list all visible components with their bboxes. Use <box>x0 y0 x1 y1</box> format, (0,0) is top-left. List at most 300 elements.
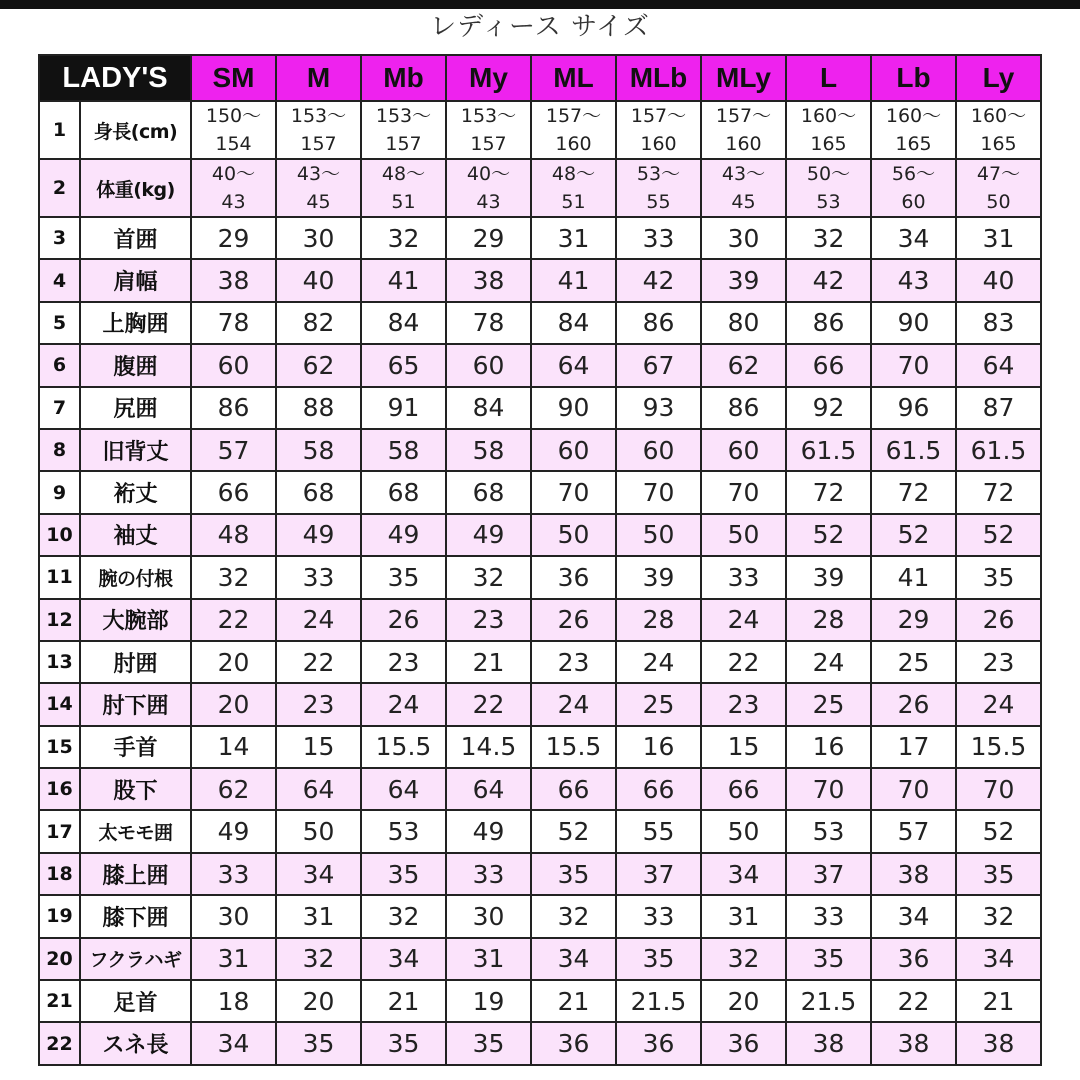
size-value-cell: 16 <box>786 726 871 768</box>
size-value-cell: 32 <box>446 556 531 598</box>
size-value-cell: 25 <box>871 641 956 683</box>
row-label: 手首 <box>80 726 191 768</box>
row-label: 首囲 <box>80 217 191 259</box>
size-value-cell: 43 <box>871 259 956 301</box>
size-value-cell: 49 <box>191 810 276 852</box>
size-header: SM <box>191 55 276 101</box>
size-value-cell: 25 <box>786 683 871 725</box>
size-value-cell: 21 <box>531 980 616 1022</box>
size-value-cell: 61.5 <box>786 429 871 471</box>
size-value-cell: 66 <box>531 768 616 810</box>
size-value-cell: 72 <box>871 471 956 513</box>
size-value-cell: 49 <box>276 514 361 556</box>
size-value-cell: 66 <box>191 471 276 513</box>
row-number: 12 <box>39 599 80 641</box>
size-value-cell: 23 <box>956 641 1041 683</box>
table-row <box>39 726 1041 768</box>
size-value-cell: 70 <box>956 768 1041 810</box>
table-body <box>39 101 1041 1065</box>
size-value-cell: 22 <box>446 683 531 725</box>
table-row <box>39 980 1041 1022</box>
table-row <box>39 683 1041 725</box>
size-value-cell: 16 <box>616 726 701 768</box>
size-value-cell: 48〜 51 <box>361 159 446 217</box>
size-value-cell: 23 <box>446 599 531 641</box>
size-value-cell: 35 <box>361 853 446 895</box>
size-value-cell: 40 <box>276 259 361 301</box>
size-value-cell: 36 <box>531 556 616 598</box>
size-value-cell: 53〜 55 <box>616 159 701 217</box>
size-value-cell: 36 <box>531 1022 616 1064</box>
size-value-cell: 35 <box>956 853 1041 895</box>
size-value-cell: 35 <box>446 1022 531 1064</box>
size-value-cell: 19 <box>446 980 531 1022</box>
table-row <box>39 599 1041 641</box>
size-value-cell: 32 <box>361 217 446 259</box>
size-value-cell: 66 <box>701 768 786 810</box>
size-value-cell: 34 <box>701 853 786 895</box>
size-value-cell: 22 <box>871 980 956 1022</box>
size-value-cell: 36 <box>871 938 956 980</box>
size-value-cell: 35 <box>276 1022 361 1064</box>
size-value-cell: 21 <box>361 980 446 1022</box>
size-value-cell: 62 <box>191 768 276 810</box>
size-value-cell: 50 <box>616 514 701 556</box>
row-number: 3 <box>39 217 80 259</box>
size-value-cell: 41 <box>871 556 956 598</box>
size-value-cell: 58 <box>446 429 531 471</box>
table-row <box>39 1022 1041 1064</box>
row-label: 膝下囲 <box>80 895 191 937</box>
row-number: 1 <box>39 101 80 159</box>
size-header: ML <box>531 55 616 101</box>
size-value-cell: 31 <box>191 938 276 980</box>
row-number: 17 <box>39 810 80 852</box>
size-value-cell: 60 <box>191 344 276 386</box>
row-label: 旧背丈 <box>80 429 191 471</box>
size-value-cell: 38 <box>871 1022 956 1064</box>
size-value-cell: 52 <box>531 810 616 852</box>
size-value-cell: 150〜 154 <box>191 101 276 159</box>
size-value-cell: 93 <box>616 387 701 429</box>
size-value-cell: 64 <box>956 344 1041 386</box>
table-row <box>39 344 1041 386</box>
table-row <box>39 556 1041 598</box>
row-number: 6 <box>39 344 80 386</box>
size-value-cell: 14 <box>191 726 276 768</box>
table-row <box>39 259 1041 301</box>
row-label: 足首 <box>80 980 191 1022</box>
size-value-cell: 58 <box>276 429 361 471</box>
size-value-cell: 21 <box>446 641 531 683</box>
size-value-cell: 90 <box>531 387 616 429</box>
size-value-cell: 21 <box>956 980 1041 1022</box>
size-table-wrapper <box>38 54 1042 1066</box>
row-number: 21 <box>39 980 80 1022</box>
size-value-cell: 23 <box>531 641 616 683</box>
size-value-cell: 18 <box>191 980 276 1022</box>
row-number: 22 <box>39 1022 80 1064</box>
size-value-cell: 52 <box>871 514 956 556</box>
size-value-cell: 17 <box>871 726 956 768</box>
row-label: 腕の付根 <box>80 556 191 598</box>
size-header: My <box>446 55 531 101</box>
row-label: 膝上囲 <box>80 853 191 895</box>
size-value-cell: 24 <box>956 683 1041 725</box>
size-value-cell: 24 <box>276 599 361 641</box>
table-row <box>39 768 1041 810</box>
size-value-cell: 23 <box>701 683 786 725</box>
size-value-cell: 82 <box>276 302 361 344</box>
size-value-cell: 30 <box>446 895 531 937</box>
size-value-cell: 61.5 <box>956 429 1041 471</box>
size-value-cell: 72 <box>956 471 1041 513</box>
size-value-cell: 31 <box>701 895 786 937</box>
size-header: Lb <box>871 55 956 101</box>
size-value-cell: 39 <box>786 556 871 598</box>
row-number: 13 <box>39 641 80 683</box>
size-value-cell: 157〜 160 <box>531 101 616 159</box>
size-value-cell: 58 <box>361 429 446 471</box>
size-value-cell: 96 <box>871 387 956 429</box>
size-value-cell: 34 <box>531 938 616 980</box>
size-value-cell: 24 <box>531 683 616 725</box>
size-value-cell: 65 <box>361 344 446 386</box>
size-value-cell: 153〜 157 <box>446 101 531 159</box>
size-value-cell: 41 <box>361 259 446 301</box>
size-value-cell: 30 <box>276 217 361 259</box>
size-value-cell: 24 <box>616 641 701 683</box>
size-value-cell: 24 <box>361 683 446 725</box>
size-value-cell: 70 <box>531 471 616 513</box>
table-row <box>39 429 1041 471</box>
size-value-cell: 14.5 <box>446 726 531 768</box>
table-row <box>39 101 1041 159</box>
size-value-cell: 78 <box>191 302 276 344</box>
size-value-cell: 64 <box>276 768 361 810</box>
size-value-cell: 57 <box>871 810 956 852</box>
size-value-cell: 40〜 43 <box>191 159 276 217</box>
row-number: 18 <box>39 853 80 895</box>
size-value-cell: 37 <box>616 853 701 895</box>
size-value-cell: 66 <box>616 768 701 810</box>
size-value-cell: 70 <box>616 471 701 513</box>
size-value-cell: 50 <box>701 514 786 556</box>
size-header: Mb <box>361 55 446 101</box>
size-value-cell: 50 <box>531 514 616 556</box>
size-value-cell: 60 <box>531 429 616 471</box>
size-value-cell: 31 <box>446 938 531 980</box>
row-number: 4 <box>39 259 80 301</box>
size-value-cell: 20 <box>701 980 786 1022</box>
size-value-cell: 49 <box>446 810 531 852</box>
row-number: 10 <box>39 514 80 556</box>
size-value-cell: 52 <box>786 514 871 556</box>
row-label: 太モモ囲 <box>80 810 191 852</box>
size-value-cell: 49 <box>446 514 531 556</box>
size-value-cell: 33 <box>701 556 786 598</box>
table-row <box>39 514 1041 556</box>
size-value-cell: 32 <box>361 895 446 937</box>
size-value-cell: 62 <box>701 344 786 386</box>
size-value-cell: 20 <box>276 980 361 1022</box>
size-table <box>38 54 1042 1066</box>
size-value-cell: 86 <box>701 387 786 429</box>
row-label: 体重(kg) <box>80 159 191 217</box>
size-value-cell: 70 <box>786 768 871 810</box>
size-value-cell: 22 <box>191 599 276 641</box>
size-value-cell: 86 <box>616 302 701 344</box>
size-value-cell: 157〜 160 <box>616 101 701 159</box>
size-value-cell: 68 <box>361 471 446 513</box>
size-value-cell: 23 <box>361 641 446 683</box>
size-value-cell: 84 <box>446 387 531 429</box>
size-value-cell: 20 <box>191 641 276 683</box>
table-row <box>39 938 1041 980</box>
row-number: 14 <box>39 683 80 725</box>
size-value-cell: 35 <box>361 556 446 598</box>
header-row <box>39 55 1041 101</box>
size-value-cell: 160〜 165 <box>956 101 1041 159</box>
size-value-cell: 33 <box>616 895 701 937</box>
size-value-cell: 50 <box>276 810 361 852</box>
row-label: 肩幅 <box>80 259 191 301</box>
row-label: 大腕部 <box>80 599 191 641</box>
size-value-cell: 90 <box>871 302 956 344</box>
size-value-cell: 33 <box>276 556 361 598</box>
row-label: 腹囲 <box>80 344 191 386</box>
size-value-cell: 32 <box>701 938 786 980</box>
size-value-cell: 38 <box>871 853 956 895</box>
row-number: 7 <box>39 387 80 429</box>
size-value-cell: 49 <box>361 514 446 556</box>
size-value-cell: 57 <box>191 429 276 471</box>
row-number: 5 <box>39 302 80 344</box>
size-value-cell: 56〜 60 <box>871 159 956 217</box>
size-value-cell: 37 <box>786 853 871 895</box>
size-header: Ly <box>956 55 1041 101</box>
row-label: 袖丈 <box>80 514 191 556</box>
row-number: 20 <box>39 938 80 980</box>
size-value-cell: 29 <box>191 217 276 259</box>
size-value-cell: 41 <box>531 259 616 301</box>
size-value-cell: 31 <box>531 217 616 259</box>
size-value-cell: 48 <box>191 514 276 556</box>
size-value-cell: 64 <box>446 768 531 810</box>
size-value-cell: 34 <box>361 938 446 980</box>
table-row <box>39 641 1041 683</box>
size-value-cell: 64 <box>361 768 446 810</box>
size-value-cell: 78 <box>446 302 531 344</box>
size-value-cell: 66 <box>786 344 871 386</box>
size-value-cell: 61.5 <box>871 429 956 471</box>
size-value-cell: 52 <box>956 810 1041 852</box>
size-value-cell: 34 <box>871 217 956 259</box>
size-value-cell: 38 <box>446 259 531 301</box>
row-label: 肘囲 <box>80 641 191 683</box>
table-row <box>39 159 1041 217</box>
size-value-cell: 42 <box>786 259 871 301</box>
row-label: 股下 <box>80 768 191 810</box>
row-number: 16 <box>39 768 80 810</box>
size-value-cell: 153〜 157 <box>361 101 446 159</box>
size-value-cell: 26 <box>956 599 1041 641</box>
size-value-cell: 40〜 43 <box>446 159 531 217</box>
size-value-cell: 70 <box>871 344 956 386</box>
size-value-cell: 30 <box>701 217 786 259</box>
size-value-cell: 35 <box>956 556 1041 598</box>
size-value-cell: 60 <box>616 429 701 471</box>
size-value-cell: 50 <box>701 810 786 852</box>
size-header: M <box>276 55 361 101</box>
row-label: 肘下囲 <box>80 683 191 725</box>
size-value-cell: 48〜 51 <box>531 159 616 217</box>
row-number: 15 <box>39 726 80 768</box>
row-label: 尻囲 <box>80 387 191 429</box>
size-header: MLy <box>701 55 786 101</box>
size-value-cell: 68 <box>276 471 361 513</box>
size-value-cell: 24 <box>701 599 786 641</box>
size-value-cell: 34 <box>191 1022 276 1064</box>
size-value-cell: 86 <box>786 302 871 344</box>
size-value-cell: 62 <box>276 344 361 386</box>
row-number: 9 <box>39 471 80 513</box>
size-value-cell: 34 <box>956 938 1041 980</box>
size-value-cell: 153〜 157 <box>276 101 361 159</box>
size-value-cell: 67 <box>616 344 701 386</box>
size-value-cell: 36 <box>701 1022 786 1064</box>
table-row <box>39 217 1041 259</box>
size-value-cell: 34 <box>871 895 956 937</box>
size-value-cell: 55 <box>616 810 701 852</box>
size-value-cell: 53 <box>361 810 446 852</box>
size-value-cell: 26 <box>871 683 956 725</box>
size-value-cell: 24 <box>786 641 871 683</box>
size-value-cell: 47〜 50 <box>956 159 1041 217</box>
size-value-cell: 52 <box>956 514 1041 556</box>
row-label: 裄丈 <box>80 471 191 513</box>
size-value-cell: 33 <box>786 895 871 937</box>
size-value-cell: 38 <box>956 1022 1041 1064</box>
size-value-cell: 72 <box>786 471 871 513</box>
size-value-cell: 32 <box>786 217 871 259</box>
size-value-cell: 86 <box>191 387 276 429</box>
size-value-cell: 21.5 <box>616 980 701 1022</box>
size-value-cell: 29 <box>446 217 531 259</box>
size-value-cell: 20 <box>191 683 276 725</box>
size-value-cell: 157〜 160 <box>701 101 786 159</box>
size-value-cell: 80 <box>701 302 786 344</box>
row-label: スネ長 <box>80 1022 191 1064</box>
size-value-cell: 39 <box>701 259 786 301</box>
size-value-cell: 33 <box>616 217 701 259</box>
size-value-cell: 21.5 <box>786 980 871 1022</box>
size-value-cell: 160〜 165 <box>871 101 956 159</box>
size-value-cell: 68 <box>446 471 531 513</box>
size-value-cell: 40 <box>956 259 1041 301</box>
size-value-cell: 22 <box>701 641 786 683</box>
corner-label: LADY'S <box>39 55 191 101</box>
size-value-cell: 38 <box>786 1022 871 1064</box>
size-value-cell: 60 <box>446 344 531 386</box>
size-value-cell: 35 <box>531 853 616 895</box>
size-value-cell: 35 <box>616 938 701 980</box>
size-value-cell: 160〜 165 <box>786 101 871 159</box>
page-title: レディース サイズ <box>430 12 650 42</box>
size-value-cell: 15 <box>701 726 786 768</box>
size-value-cell: 26 <box>531 599 616 641</box>
size-value-cell: 38 <box>191 259 276 301</box>
size-value-cell: 15.5 <box>531 726 616 768</box>
size-value-cell: 22 <box>276 641 361 683</box>
size-value-cell: 43〜 45 <box>701 159 786 217</box>
size-value-cell: 26 <box>361 599 446 641</box>
size-value-cell: 28 <box>616 599 701 641</box>
size-value-cell: 29 <box>871 599 956 641</box>
size-value-cell: 70 <box>871 768 956 810</box>
table-row <box>39 810 1041 852</box>
size-value-cell: 31 <box>276 895 361 937</box>
table-row <box>39 853 1041 895</box>
size-value-cell: 43〜 45 <box>276 159 361 217</box>
size-value-cell: 33 <box>446 853 531 895</box>
size-value-cell: 25 <box>616 683 701 725</box>
size-value-cell: 15.5 <box>956 726 1041 768</box>
row-label: 身長(cm) <box>80 101 191 159</box>
size-value-cell: 15 <box>276 726 361 768</box>
row-number: 19 <box>39 895 80 937</box>
size-header: L <box>786 55 871 101</box>
size-header: MLb <box>616 55 701 101</box>
row-number: 11 <box>39 556 80 598</box>
size-value-cell: 60 <box>701 429 786 471</box>
size-value-cell: 84 <box>361 302 446 344</box>
size-value-cell: 36 <box>616 1022 701 1064</box>
size-value-cell: 34 <box>276 853 361 895</box>
size-value-cell: 31 <box>956 217 1041 259</box>
size-value-cell: 53 <box>786 810 871 852</box>
table-row <box>39 895 1041 937</box>
row-number: 2 <box>39 159 80 217</box>
size-value-cell: 30 <box>191 895 276 937</box>
table-row <box>39 471 1041 513</box>
size-value-cell: 42 <box>616 259 701 301</box>
size-value-cell: 84 <box>531 302 616 344</box>
size-value-cell: 28 <box>786 599 871 641</box>
size-value-cell: 64 <box>531 344 616 386</box>
size-value-cell: 32 <box>191 556 276 598</box>
size-value-cell: 87 <box>956 387 1041 429</box>
size-value-cell: 91 <box>361 387 446 429</box>
size-value-cell: 83 <box>956 302 1041 344</box>
size-value-cell: 50〜 53 <box>786 159 871 217</box>
size-value-cell: 33 <box>191 853 276 895</box>
size-value-cell: 39 <box>616 556 701 598</box>
size-value-cell: 32 <box>956 895 1041 937</box>
size-value-cell: 32 <box>531 895 616 937</box>
size-value-cell: 88 <box>276 387 361 429</box>
row-label: フクラハギ <box>80 938 191 980</box>
size-value-cell: 35 <box>361 1022 446 1064</box>
size-value-cell: 35 <box>786 938 871 980</box>
size-value-cell: 70 <box>701 471 786 513</box>
row-label: 上胸囲 <box>80 302 191 344</box>
row-number: 8 <box>39 429 80 471</box>
size-value-cell: 92 <box>786 387 871 429</box>
size-value-cell: 32 <box>276 938 361 980</box>
table-row <box>39 302 1041 344</box>
table-row <box>39 387 1041 429</box>
